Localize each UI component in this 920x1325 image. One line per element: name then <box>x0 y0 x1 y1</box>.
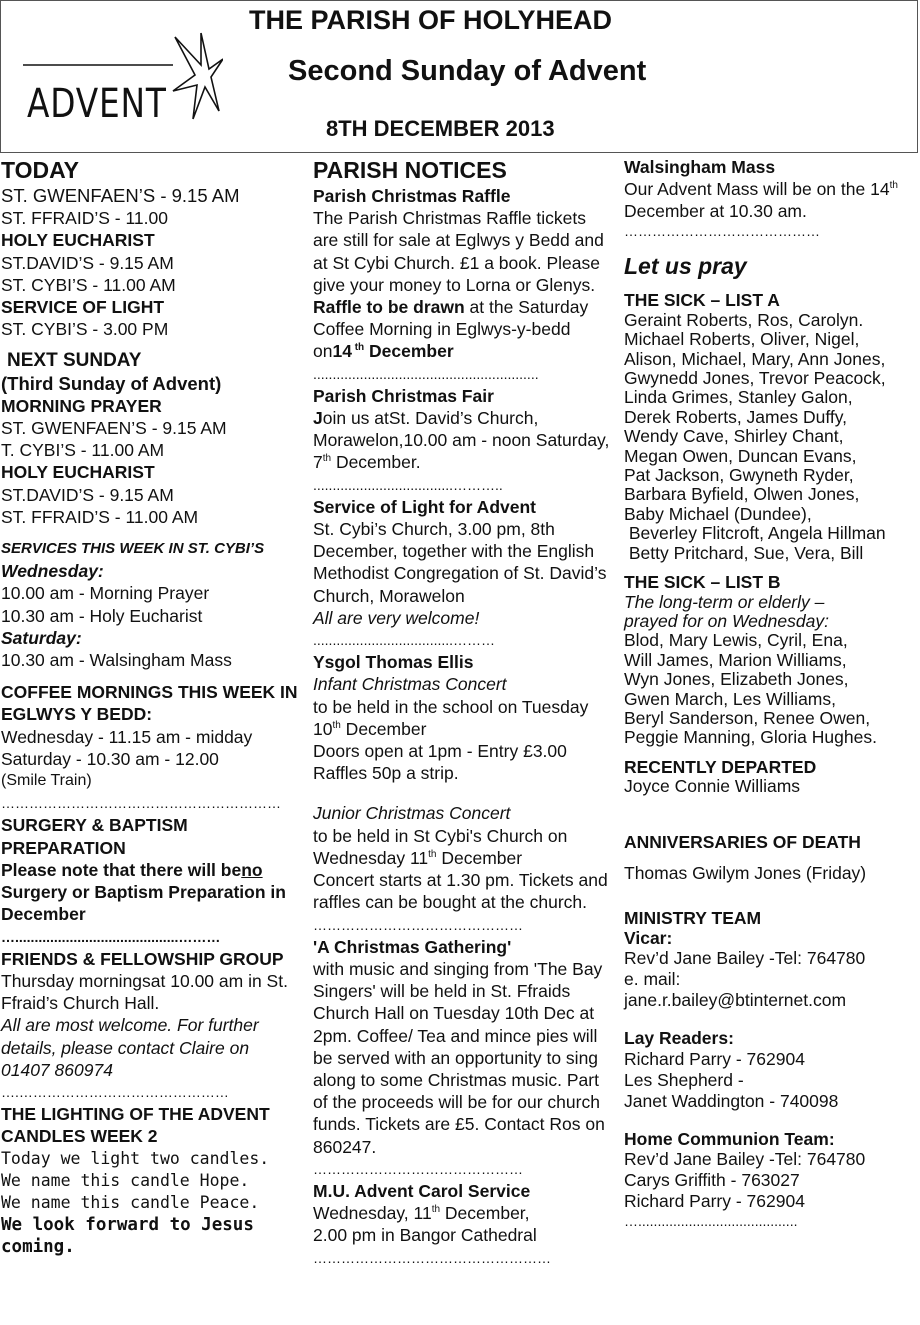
holy-eucharist-heading: HOLY EUCHARIST <box>1 462 155 483</box>
ysgol-title: Ysgol Thomas Ellis <box>313 652 474 673</box>
sick-b-note: The long-term or elderly – <box>624 591 825 612</box>
date: 8TH DECEMBER 2013 <box>326 116 555 141</box>
lay-readers: Richard Parry - 762904 Les Shepherd - Janet Waddington - 740098 <box>624 1048 839 1111</box>
notices-heading: PARISH NOTICES <box>313 157 507 183</box>
friends-heading: FRIENDS & FELLOWSHIP GROUP <box>1 948 284 969</box>
candle-line: We name this candle Hope. <box>1 1170 250 1190</box>
divider: ....................................……….. <box>313 476 503 493</box>
wed-item: 10.00 am - Morning Prayer <box>1 583 210 604</box>
friends-text: Thursday morningsat 10.00 am in St. Ffraid’s Church Hall. <box>1 970 288 1014</box>
home-communion-heading: Home Communion Team: <box>624 1128 835 1149</box>
divider: ....................................……… <box>313 632 496 649</box>
divider: ……………………………………… <box>313 1160 523 1177</box>
week-heading: SERVICES THIS WEEK IN ST. CYBI’S <box>1 540 265 558</box>
divider: .......................................................... <box>313 365 539 382</box>
sick-b-list: Blod, Mary Lewis, Cyril, Ena, Will James, Marion Williams, Wyn Jones, Elizabeth Jones, Gwen March, Les Williams, Beryl Sanderson, Renee Owen, Peggie Manning, Gloria Hughes. <box>624 630 877 748</box>
mu-text: Wednesday, 11th December, <box>313 1203 530 1224</box>
candles-heading: THE LIGHTING OF THE ADVENT CANDLES WEEK 2 <box>1 1104 270 1147</box>
mu-text-c: 2.00 pm in Bangor Cathedral <box>313 1225 537 1246</box>
lay-readers-heading: Lay Readers: <box>624 1028 734 1049</box>
fair-title: Parish Christmas Fair <box>313 385 494 406</box>
raffle-text: The Parish Christmas Raffle tickets are still for sale at Eglwys y Bedd and at St Cybi Church. £1 a book. Please give your money to Lorna or Glenys. <box>313 208 604 295</box>
junior-concert: Junior Christmas Concert <box>313 803 511 824</box>
departed-name: Joyce Connie Williams <box>624 776 801 797</box>
walsingham-text: Our Advent Mass will be on the 14th December at 10.30 am. <box>624 179 898 221</box>
anniversaries-heading: ANNIVERSARIES OF DEATH <box>624 831 861 852</box>
next-sunday-sub: (Third Sunday of Advent) <box>1 372 222 394</box>
infant-concert: Infant Christmas Concert <box>313 674 507 695</box>
raffle-title: Parish Christmas Raffle <box>313 186 511 206</box>
coffee-heading: COFFEE MORNINGS THIS WEEK IN EGLWYS Y BEDD: <box>1 682 298 725</box>
walsingham-title: Walsingham Mass <box>624 157 776 177</box>
candle-line: Today we light two candles. <box>1 1148 270 1168</box>
saturday-label: Saturday: <box>1 627 82 648</box>
holy-eucharist-heading: HOLY EUCHARIST <box>1 230 155 251</box>
divider: ….……………………………………… <box>1 1083 229 1100</box>
mp-item: ST. GWENFAEN’S - 9.15 AM <box>1 418 227 439</box>
sick-a-list: Geraint Roberts, Ros, Carolyn. Michael Roberts, Oliver, Nigel, Alison, Michael, Mary, Ann Jones, Gwynedd Jones, Trevor Peacock, Linda Grimes, Stanley Galon, Derek Roberts, James Duffy, Wendy Cave, Shirley Chant, Megan Owen, Duncan Evans, Pat Jackson, Gwyneth Ryder, Barbara Byfield, Olwen Jones, Baby Michael (Dundee), Beverley Flitcroft, Angela Hillman Betty Pritchard, Sue, Vera, Bill <box>624 309 886 563</box>
ministry-heading: MINISTRY TEAM <box>624 908 762 929</box>
prayer-column <box>624 156 920 1231</box>
divider: …………………………………………………… <box>1 795 281 812</box>
today-heading: TODAY <box>1 157 79 183</box>
surgery-heading: SURGERY & BAPTISM PREPARATION <box>1 815 188 858</box>
departed-heading: RECENTLY DEPARTED <box>624 756 817 777</box>
junior-text: to be held in St Cybi's Church on Wednesday 11th December <box>313 825 568 868</box>
logo-text: ADVENT <box>27 81 167 127</box>
ysgol-text: to be held in the school on Tuesday 10th December <box>313 696 589 739</box>
divider: …………………………………… <box>624 223 820 239</box>
euch-item: ST.DAVID’S - 9.15 AM <box>1 252 174 273</box>
coffee-item: Saturday - 10.30 am - 12.00 <box>1 748 219 769</box>
junior-text-c: Concert starts at 1.30 pm. Tickets and raffles can be bought at the church. <box>313 870 608 913</box>
sick-b-note: prayed for on Wednesday: <box>624 610 829 631</box>
sick-b-heading: THE SICK – LIST B <box>624 572 781 593</box>
candle-line: We name this candle Peace. <box>1 1192 260 1212</box>
light-text: St. Cybi’s Church, 3.00 pm, 8th December, together with the English Methodist Congregation of St. David’s Church, Morawelon <box>313 519 607 606</box>
masthead <box>0 0 918 153</box>
divider: …..........................................……… <box>1 928 221 945</box>
home-communion: Rev’d Jane Bailey -Tel: 764780 Carys Griffith - 763027 Richard Parry - 762904 <box>624 1149 866 1211</box>
euch-item: ST. CYBI’S - 11.00 AM <box>1 274 176 295</box>
divider: …......................................... <box>624 1213 798 1229</box>
light-item: ST. CYBI’S - 3.00 PM <box>1 319 169 340</box>
wed-item: 10.30 am - Holy Eucharist <box>1 605 203 626</box>
vicar-heading: Vicar: <box>624 927 673 948</box>
friends-italic: All are most welcome. For further details, please contact Claire on 01407 860974 <box>1 1015 259 1080</box>
gathering-text: with music and singing from 'The Bay Singers' will be held in St. Ffraids Church Hall on Tuesday 10th Dec at 2pm. Coffee/ Tea and mince pies will be served with an opportunity to sing along to some Christmas music. Part of the proceeds will be for our church funds. Tickets are £5. Contact Ros on 860247. <box>313 958 605 1157</box>
today-item: ST. FFRAID’S - 11.00 <box>1 208 168 229</box>
services-column <box>1 156 301 1259</box>
service-of-light-heading: SERVICE OF LIGHT <box>1 297 165 318</box>
candle-bold: We look forward to Jesus coming. <box>1 1215 254 1258</box>
divider: …………………………………………… <box>313 1249 551 1266</box>
euch-item: ST. FFRAID’S - 11.00 AM <box>1 506 199 527</box>
raffle-draw: Raffle to be drawn at the Saturday Coffee Morning in Eglwys-y-bedd on14 $^{th}$ December <box>313 297 589 362</box>
ysgol-text-c: Doors open at 1pm - Entry £3.00 Raffles 50p a strip. <box>313 741 567 784</box>
page-title: Second Sunday of Advent <box>288 55 647 87</box>
let-us-pray: Let us pray <box>624 253 747 280</box>
sick-a-heading: THE SICK – LIST A <box>624 290 780 311</box>
wednesday-label: Wednesday: <box>1 561 104 582</box>
gathering-title: 'A Christmas Gathering' <box>313 936 512 957</box>
anniversary-name: Thomas Gwilym Jones (Friday) <box>624 862 867 883</box>
mu-title: M.U. Advent Carol Service <box>313 1180 531 1201</box>
advent-logo <box>23 29 223 129</box>
notices-column <box>313 156 611 1269</box>
euch-item: ST.DAVID’S - 9.15 AM <box>1 484 174 505</box>
surgery-text: Please note that there will beno Surgery or Baptism Preparation in December <box>1 859 286 925</box>
coffee-item: Wednesday - 11.15 am - midday <box>1 726 253 747</box>
morning-prayer-heading: MORNING PRAYER <box>1 395 162 416</box>
light-italic: All are very welcome! <box>313 607 480 628</box>
light-title: Service of Light for Advent <box>313 496 536 517</box>
coffee-note: (Smile Train) <box>1 772 92 790</box>
vicar-details: Rev’d Jane Bailey -Tel: 764780 e. mail: jane.r.bailey@btinternet.com <box>624 948 866 1011</box>
sat-item: 10.30 am - Walsingham Mass <box>1 650 232 671</box>
divider: ……………………………………… <box>313 916 523 933</box>
next-sunday-heading: NEXT SUNDAY <box>7 350 142 372</box>
today-item: ST. GWENFAEN’S - 9.15 AM <box>1 185 240 206</box>
fair-text: Join us atSt. David’s Church, Morawelon,10.00 am - noon Saturday, 7th December. <box>313 408 610 473</box>
parish-name: THE PARISH OF HOLYHEAD <box>249 5 613 35</box>
mp-item: T. CYBI’S - 11.00 AM <box>1 440 165 461</box>
